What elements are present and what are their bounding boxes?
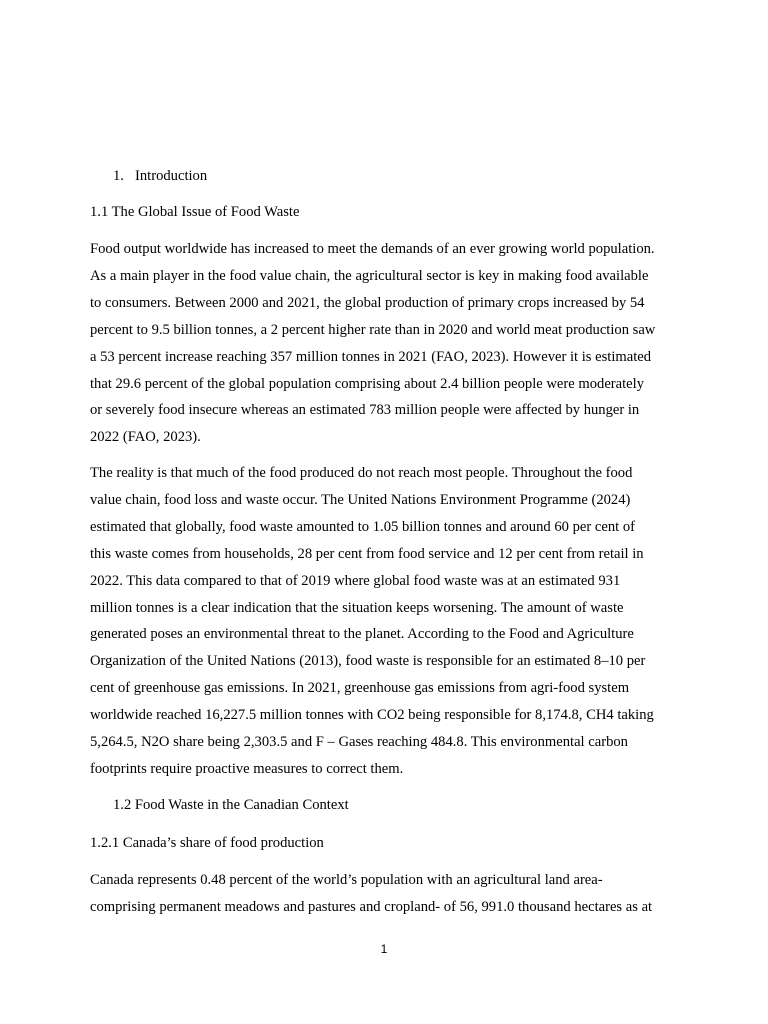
section-title: Introduction <box>135 168 208 184</box>
paragraph-line: value chain, food loss and waste occur. The United Nations Environment Programme (2024) <box>90 491 631 508</box>
paragraph-line: 2022. This data compared to that of 2019 where global food waste was at an estimated 931 <box>90 572 621 589</box>
paragraph-line: estimated that globally, food waste amounted to 1.05 billion tonnes and around 60 per cent of <box>90 518 635 535</box>
paragraph-line: cent of greenhouse gas emissions. In 2021, greenhouse gas emissions from agri-food system <box>90 680 630 697</box>
section-number: 1. <box>113 168 124 184</box>
paragraph-line: The reality is that much of the food produced do not reach most people. Throughout the food <box>90 465 633 481</box>
paragraph-line: As a main player in the food value chain, the agricultural sector is key in making food available <box>90 267 649 284</box>
paragraph-line: footprints require proactive measures to correct them. <box>90 760 404 777</box>
subsection-heading-1-1: 1.1 The Global Issue of Food Waste <box>90 204 300 220</box>
subsection-heading-1-2: 1.2 Food Waste in the Canadian Context <box>113 797 349 813</box>
paragraph-line: million tonnes is a clear indication that the situation keeps worsening. The amount of waste <box>90 599 624 616</box>
paragraph-line: worldwide reached 16,227.5 million tonnes with CO2 being responsible for 8,174.8, CH4 taking <box>90 707 654 724</box>
page-number: 1 <box>380 942 388 956</box>
paragraph-line: this waste comes from households, 28 per cent from food service and 12 per cent from retail in <box>90 545 644 562</box>
paragraph-line: or severely food insecure whereas an estimated 783 million people were affected by hunger in <box>90 402 640 419</box>
paragraph-canada-share <box>90 867 680 921</box>
paragraph-line: Organization of the United Nations (2013), food waste is responsible for an estimated 8–10 per <box>90 653 646 670</box>
paragraph-line: Canada represents 0.48 percent of the world’s population with an agricultural land area- <box>90 872 603 888</box>
paragraph-line: generated poses an environmental threat to the planet. According to the Food and Agriculture <box>90 626 634 643</box>
paragraph-line: comprising permanent meadows and pastures and cropland- of 56, 991.0 thousand hectares as at <box>90 898 653 915</box>
paragraph-food-loss-waste <box>90 460 680 783</box>
paragraph-line: that 29.6 percent of the global population comprising about 2.4 billion people were moderately <box>90 375 645 392</box>
section-heading <box>113 163 207 190</box>
paragraph-line: percent to 9.5 billion tonnes, a 2 percent higher rate than in 2020 and world meat production saw <box>90 321 656 338</box>
subsection-heading-1-2-1: 1.2.1 Canada’s share of food production <box>90 835 324 851</box>
paragraph-line: Food output worldwide has increased to meet the demands of an ever growing world population. <box>90 241 655 257</box>
paragraph-line: a 53 percent increase reaching 357 million tonnes in 2021 (FAO, 2023). However it is estimated <box>90 348 652 365</box>
paragraph-line: 2022 (FAO, 2023). <box>90 429 201 446</box>
paragraph-line: 5,264.5, N2O share being 2,303.5 and F – Gases reaching 484.8. This environmental carbon <box>90 734 628 751</box>
paragraph-line: to consumers. Between 2000 and 2021, the global production of primary crops increased by 54 <box>90 294 645 311</box>
paragraph-global-food-output <box>90 236 680 451</box>
